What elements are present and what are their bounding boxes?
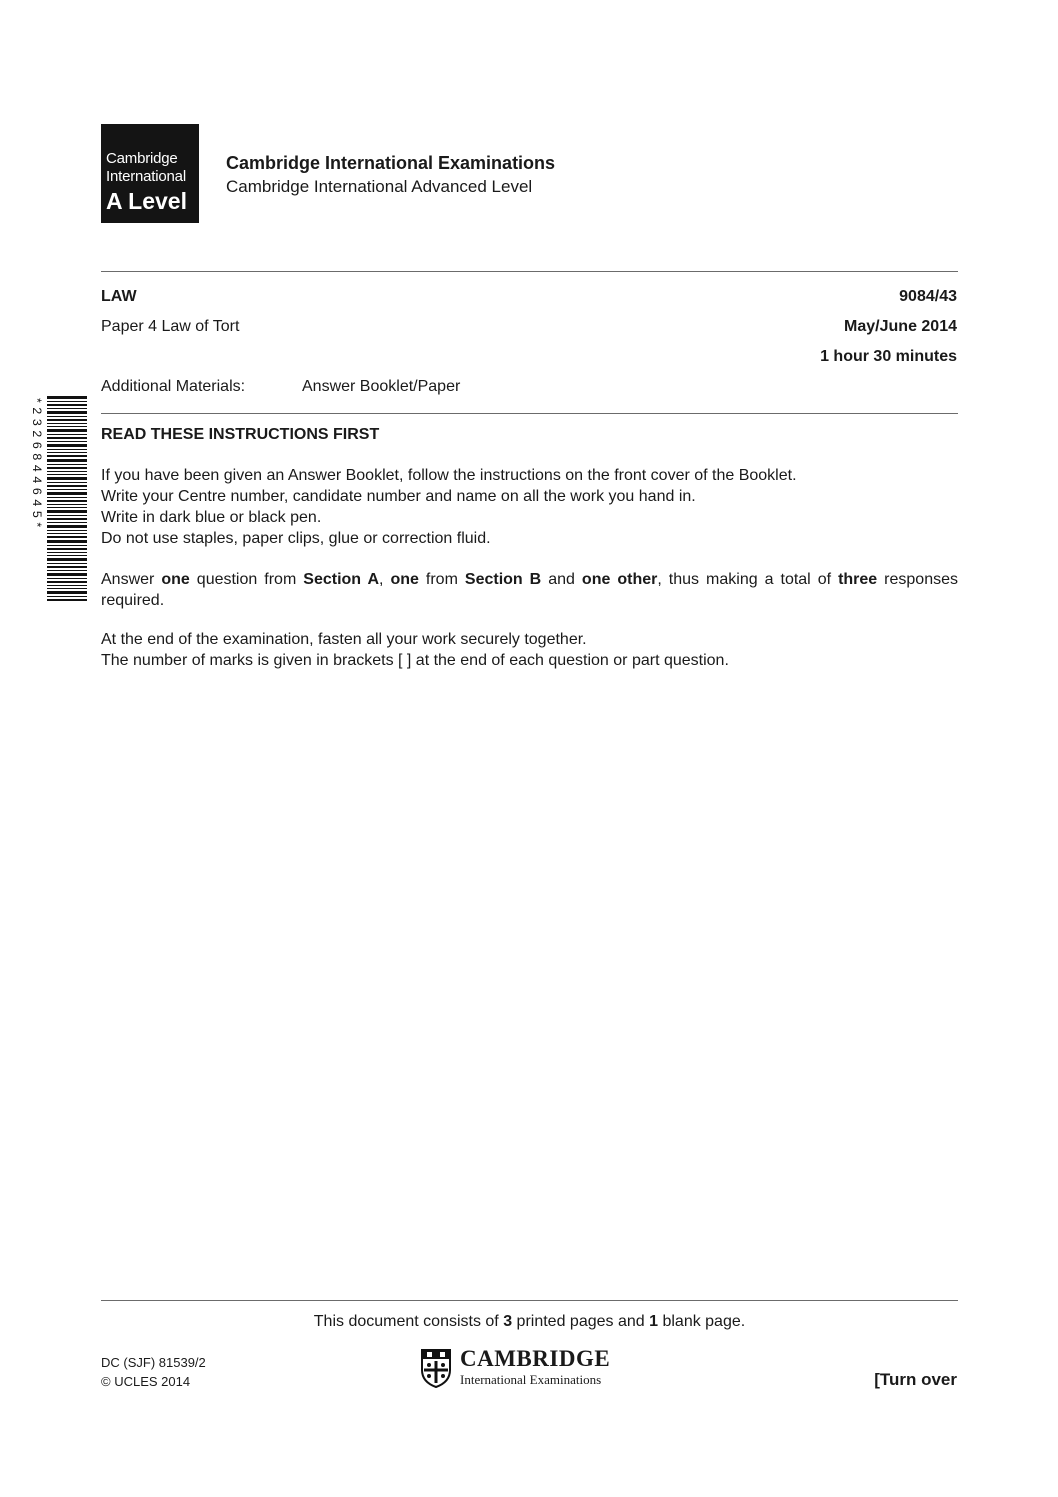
paper-title: Paper 4 Law of Tort: [101, 318, 240, 335]
subject: LAW: [101, 288, 137, 305]
a-level-logo: [101, 124, 199, 223]
instructions-block-3: [101, 629, 958, 671]
instruction-line: If you have been given an Answer Booklet, follow the instructions on the front cover of the Booklet.: [101, 467, 797, 484]
qualification-name: Cambridge International Advanced Level: [226, 177, 533, 196]
barcode-icon: [28, 396, 88, 601]
emphasis-one: one: [161, 571, 190, 588]
instruction-line: The number of marks is given in brackets [ ] at the end of each question or part question.: [101, 652, 729, 669]
text-run: , thus making a total of: [657, 571, 839, 588]
text-run: printed pages and: [512, 1313, 650, 1330]
materials-value: Answer Booklet/Paper: [302, 378, 461, 395]
text-run: blank page.: [658, 1313, 746, 1330]
cambridge-subtitle: International Examinations: [460, 1372, 602, 1387]
candidate-barcode: [28, 396, 88, 601]
copyright-notice: © UCLES 2014: [101, 1374, 191, 1389]
instruction-line: Write your Centre number, candidate number and name on all the work you hand in.: [101, 488, 696, 505]
instructions-title: READ THESE INSTRUCTIONS FIRST: [101, 426, 380, 443]
middle-divider: [101, 413, 958, 414]
text-run: ,: [379, 571, 391, 588]
text-run: from: [418, 571, 465, 588]
emphasis-one: one: [390, 571, 419, 588]
logo-line-2: International: [106, 168, 186, 185]
text-run: question from: [189, 571, 304, 588]
document-reference: DC (SJF) 81539/2: [101, 1355, 206, 1370]
printed-pages-count: 3: [503, 1313, 513, 1330]
instruction-line: At the end of the examination, fasten all your work securely together.: [101, 631, 587, 648]
cambridge-wordmark: CAMBRIDGE: [460, 1346, 611, 1371]
text-run: and: [541, 571, 582, 588]
exam-session: May/June 2014: [844, 318, 957, 335]
text-run: Answer: [101, 571, 162, 588]
paper-code: 9084/43: [899, 288, 957, 305]
logo-line-3: A Level: [106, 188, 187, 214]
emphasis-section-b: Section B: [464, 571, 542, 588]
instructions-block-1: [101, 465, 958, 549]
logo-line-1: Cambridge: [106, 150, 178, 167]
footer-divider: [101, 1300, 958, 1301]
emphasis-one-other: one other: [581, 571, 658, 588]
blank-pages-count: 1: [649, 1313, 659, 1330]
exam-board: Cambridge International Examinations: [226, 153, 556, 173]
text-run: responses required.: [101, 571, 958, 609]
materials-label: Additional Materials:: [101, 378, 246, 395]
top-divider: [101, 271, 958, 272]
cambridge-crest-icon: [420, 1348, 452, 1388]
page-count-statement: [101, 1313, 958, 1331]
turn-over: [Turn over: [874, 1370, 957, 1389]
instruction-line: Do not use staples, paper clips, glue or correction fluid.: [101, 530, 491, 547]
exam-duration: 1 hour 30 minutes: [820, 348, 957, 365]
text-run: This document consists of: [313, 1313, 504, 1330]
emphasis-section-a: Section A: [303, 571, 380, 588]
emphasis-three: three: [838, 571, 878, 588]
answer-instruction: [101, 569, 958, 611]
instruction-line: Write in dark blue or black pen.: [101, 509, 322, 526]
barcode-number: *2326844645*: [30, 398, 44, 532]
